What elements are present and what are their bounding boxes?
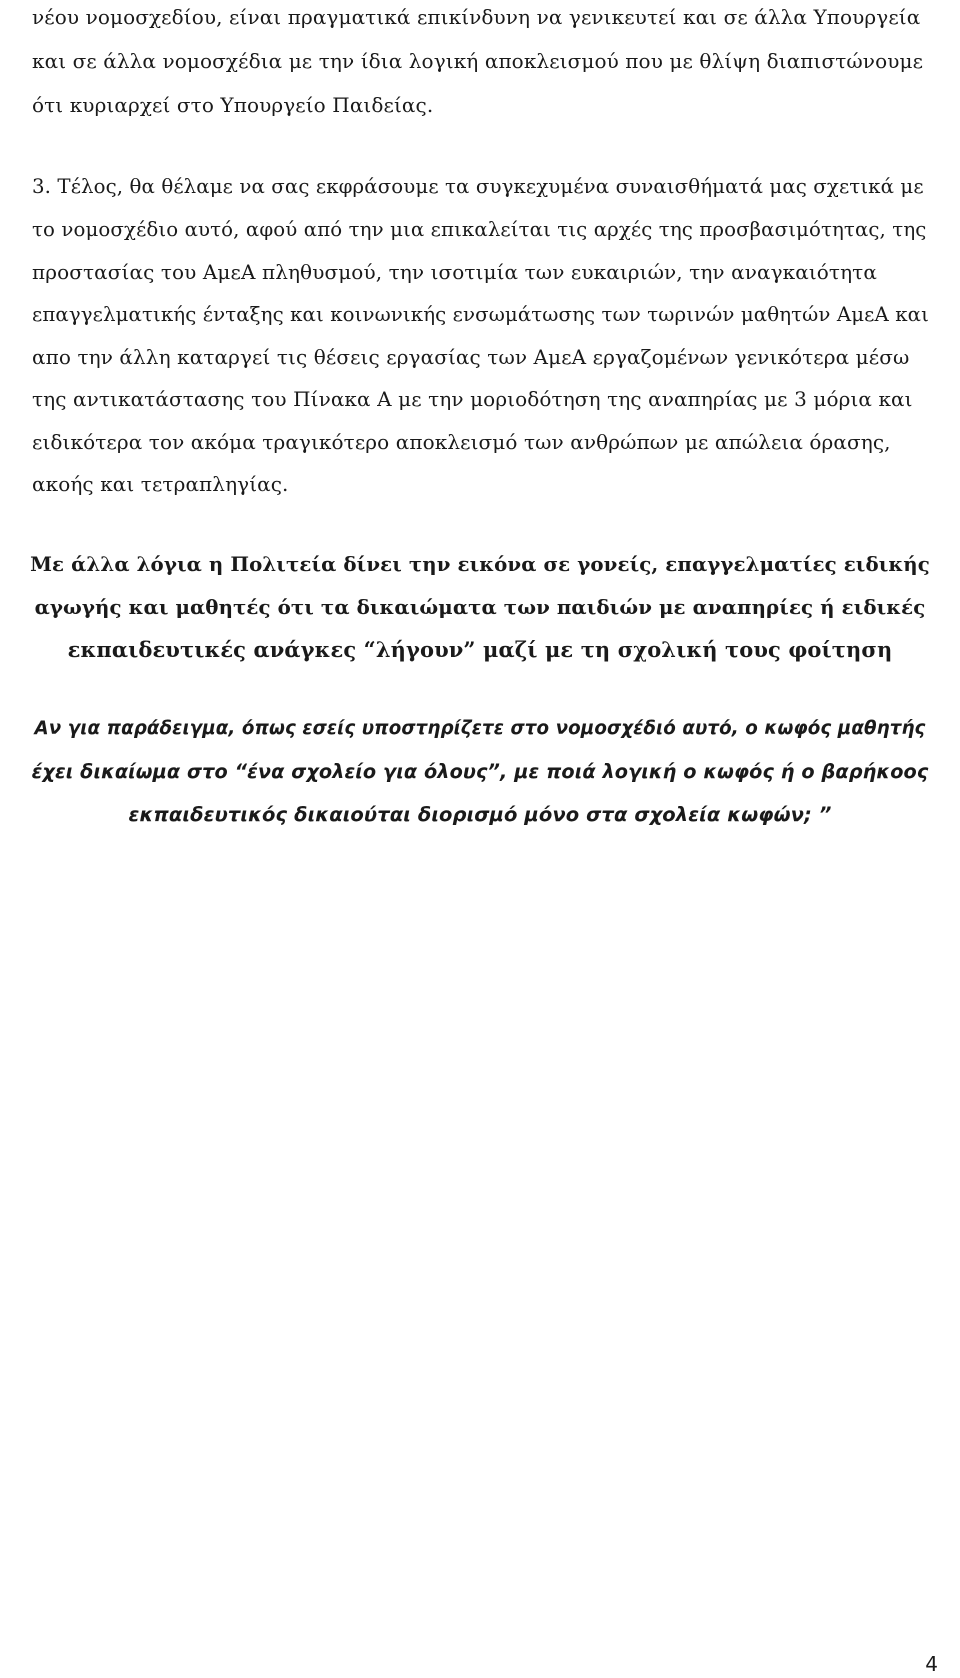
italic-question-line: έχει δικαίωμα στο “ένα σχολείο για όλους”, με ποιά λογική ο κωφός ή ο βαρήκοος: [31, 760, 929, 783]
text-line: επαγγελματικής ένταξης και κοινωνικής ενσωμάτωσης των τωρινών μαθητών ΑμεΑ και: [32, 303, 929, 326]
text-line: απο την άλλη καταργεί τις θέσεις εργασίας των ΑμεΑ εργαζομένων γενικότερα μέσω: [32, 345, 910, 369]
text-line: ειδικότερα τον ακόμα τραγικότερο αποκλεισμό των ανθρώπων με απώλεια όρασης,: [32, 430, 891, 454]
text-line: νέου νομοσχεδίου, είναι πραγματικά επικίνδυνη να γενικευτεί και σε άλλα Υπουργεία: [32, 5, 921, 29]
italic-question-line: Αν για παράδειγμα, όπως εσείς υποστηρίζετε στο νομοσχέδιό αυτό, ο κωφός μαθητής: [34, 718, 926, 739]
bold-statement-line: αγωγής και μαθητές ότι τα δικαιώματα των παιδιών με αναπηρίες ή ειδικές: [34, 595, 926, 619]
text-line: 3. Τέλος, θα θέλαμε να σας εκφράσουμε τα συγκεχυμένα συναισθήματά μας σχετικά με: [32, 175, 924, 198]
text-line: ακοής και τετραπληγίας.: [32, 472, 289, 496]
text-line: της αντικατάστασης του Πίνακα Α με την μοριοδότηση της αναπηρίας με 3 μόρια και: [32, 387, 913, 411]
text-line: προστασίας του ΑμεΑ πληθυσμού, την ισοτιμία των ευκαιριών, την αναγκαιότητα: [32, 260, 877, 284]
bold-statement-line: Με άλλα λόγια η Πολιτεία δίνει την εικόνα σε γονείς, επαγγελματίες ειδικής: [30, 552, 930, 576]
text-line: και σε άλλα νομοσχέδια με την ίδια λογική αποκλεισμού που με θλίψη διαπιστώνουμε: [32, 49, 924, 73]
page-number: 4: [925, 1652, 938, 1676]
text-line: το νομοσχέδιο αυτό, αφού από την μια επικαλείται τις αρχές της προσβασιμότητας, της: [32, 218, 927, 241]
bold-statement-line: εκπαιδευτικές ανάγκες “λήγουν” μαζί με τη σχολική τους φοίτηση: [67, 637, 893, 662]
text-line: ότι κυριαρχεί στο Υπουργείο Παιδείας.: [32, 93, 434, 117]
italic-question-line: εκπαιδευτικός δικαιούται διορισμό μόνο στα σχολεία κωφών; ”: [128, 803, 832, 826]
